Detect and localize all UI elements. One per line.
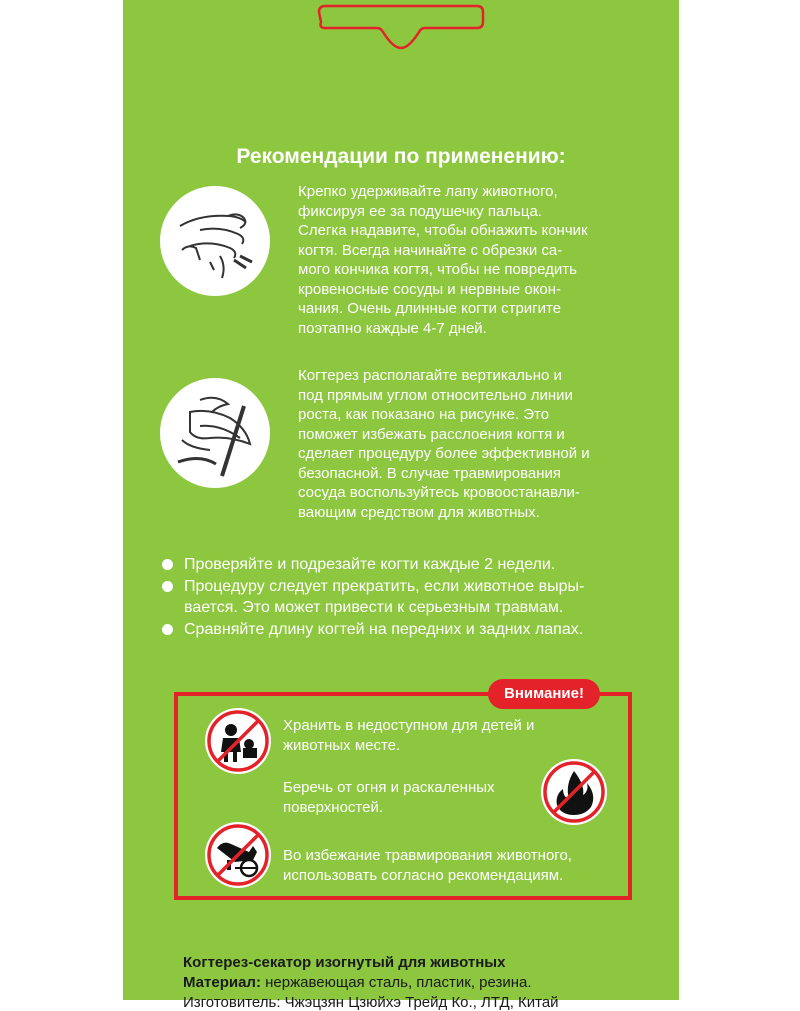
hand-holding-paw-icon [160, 186, 270, 296]
warning-text-1: Хранить в недоступном для детей и животных месте. [283, 717, 535, 754]
warning-text-3: Во избежание травмирования животного, использовать согласно рекомендациям. [283, 847, 572, 884]
warning-badge: Внимание! [488, 679, 600, 709]
product-material [183, 974, 532, 991]
material-label: Материал: [183, 974, 261, 991]
list-item: Проверяйте и подрезайте когти каждые 2 недели. [160, 554, 650, 575]
no-children-pets-icon [205, 708, 271, 774]
list-item: Процедуру следует прекратить, если животное выры- вается. Это может привести к серьезным травмам. [160, 576, 650, 618]
product-name: Когтерез-секатор изогнутый для животных [183, 954, 506, 971]
bullet-dot-icon [162, 581, 173, 592]
tips-list [160, 554, 650, 641]
material-value: нержавеющая сталь, пластик, резина. [260, 974, 532, 991]
hang-hole-outline [313, 0, 489, 60]
page-title: Рекомендации по применению: [236, 145, 566, 168]
claw-cutting-angle-icon [160, 378, 270, 488]
paragraph-2: Когтерез располагайте вертикально и под прямым углом относительно линии роста, как показано на рисунке. Это поможет избежать расслоения когтя и сделает процедуру более эффективной и безопасной. В случае травмирования сосуда воспользуйтесь кровоостанавли- вающим средством для животных. [298, 367, 590, 521]
manufacturer-line: Изготовитель: Чжэцзян Цзюйхэ Трейд Ко., ЛТД, Китай [183, 994, 559, 1011]
list-item: Сравняйте длину когтей на передних и задних лапах. [160, 619, 650, 640]
bullet-dot-icon [162, 559, 173, 570]
warning-text-2: Беречь от огня и раскаленных поверхностей. [283, 779, 495, 816]
paragraph-1: Крепко удерживайте лапу животного, фиксируя ее за подушечку пальца. Слегка надавите, чтобы обнажить кончик когтя. Всегда начинайте с обрезки са- мого кончика когтя, чтобы не повредить кровеносные сосуды и нервные окон- чания. Очень длинные когти стригите поэтапно каждые 4-7 дней. [298, 183, 588, 337]
no-injury-pet-icon [205, 822, 271, 888]
bullet-dot-icon [162, 624, 173, 635]
no-fire-icon [541, 759, 607, 825]
